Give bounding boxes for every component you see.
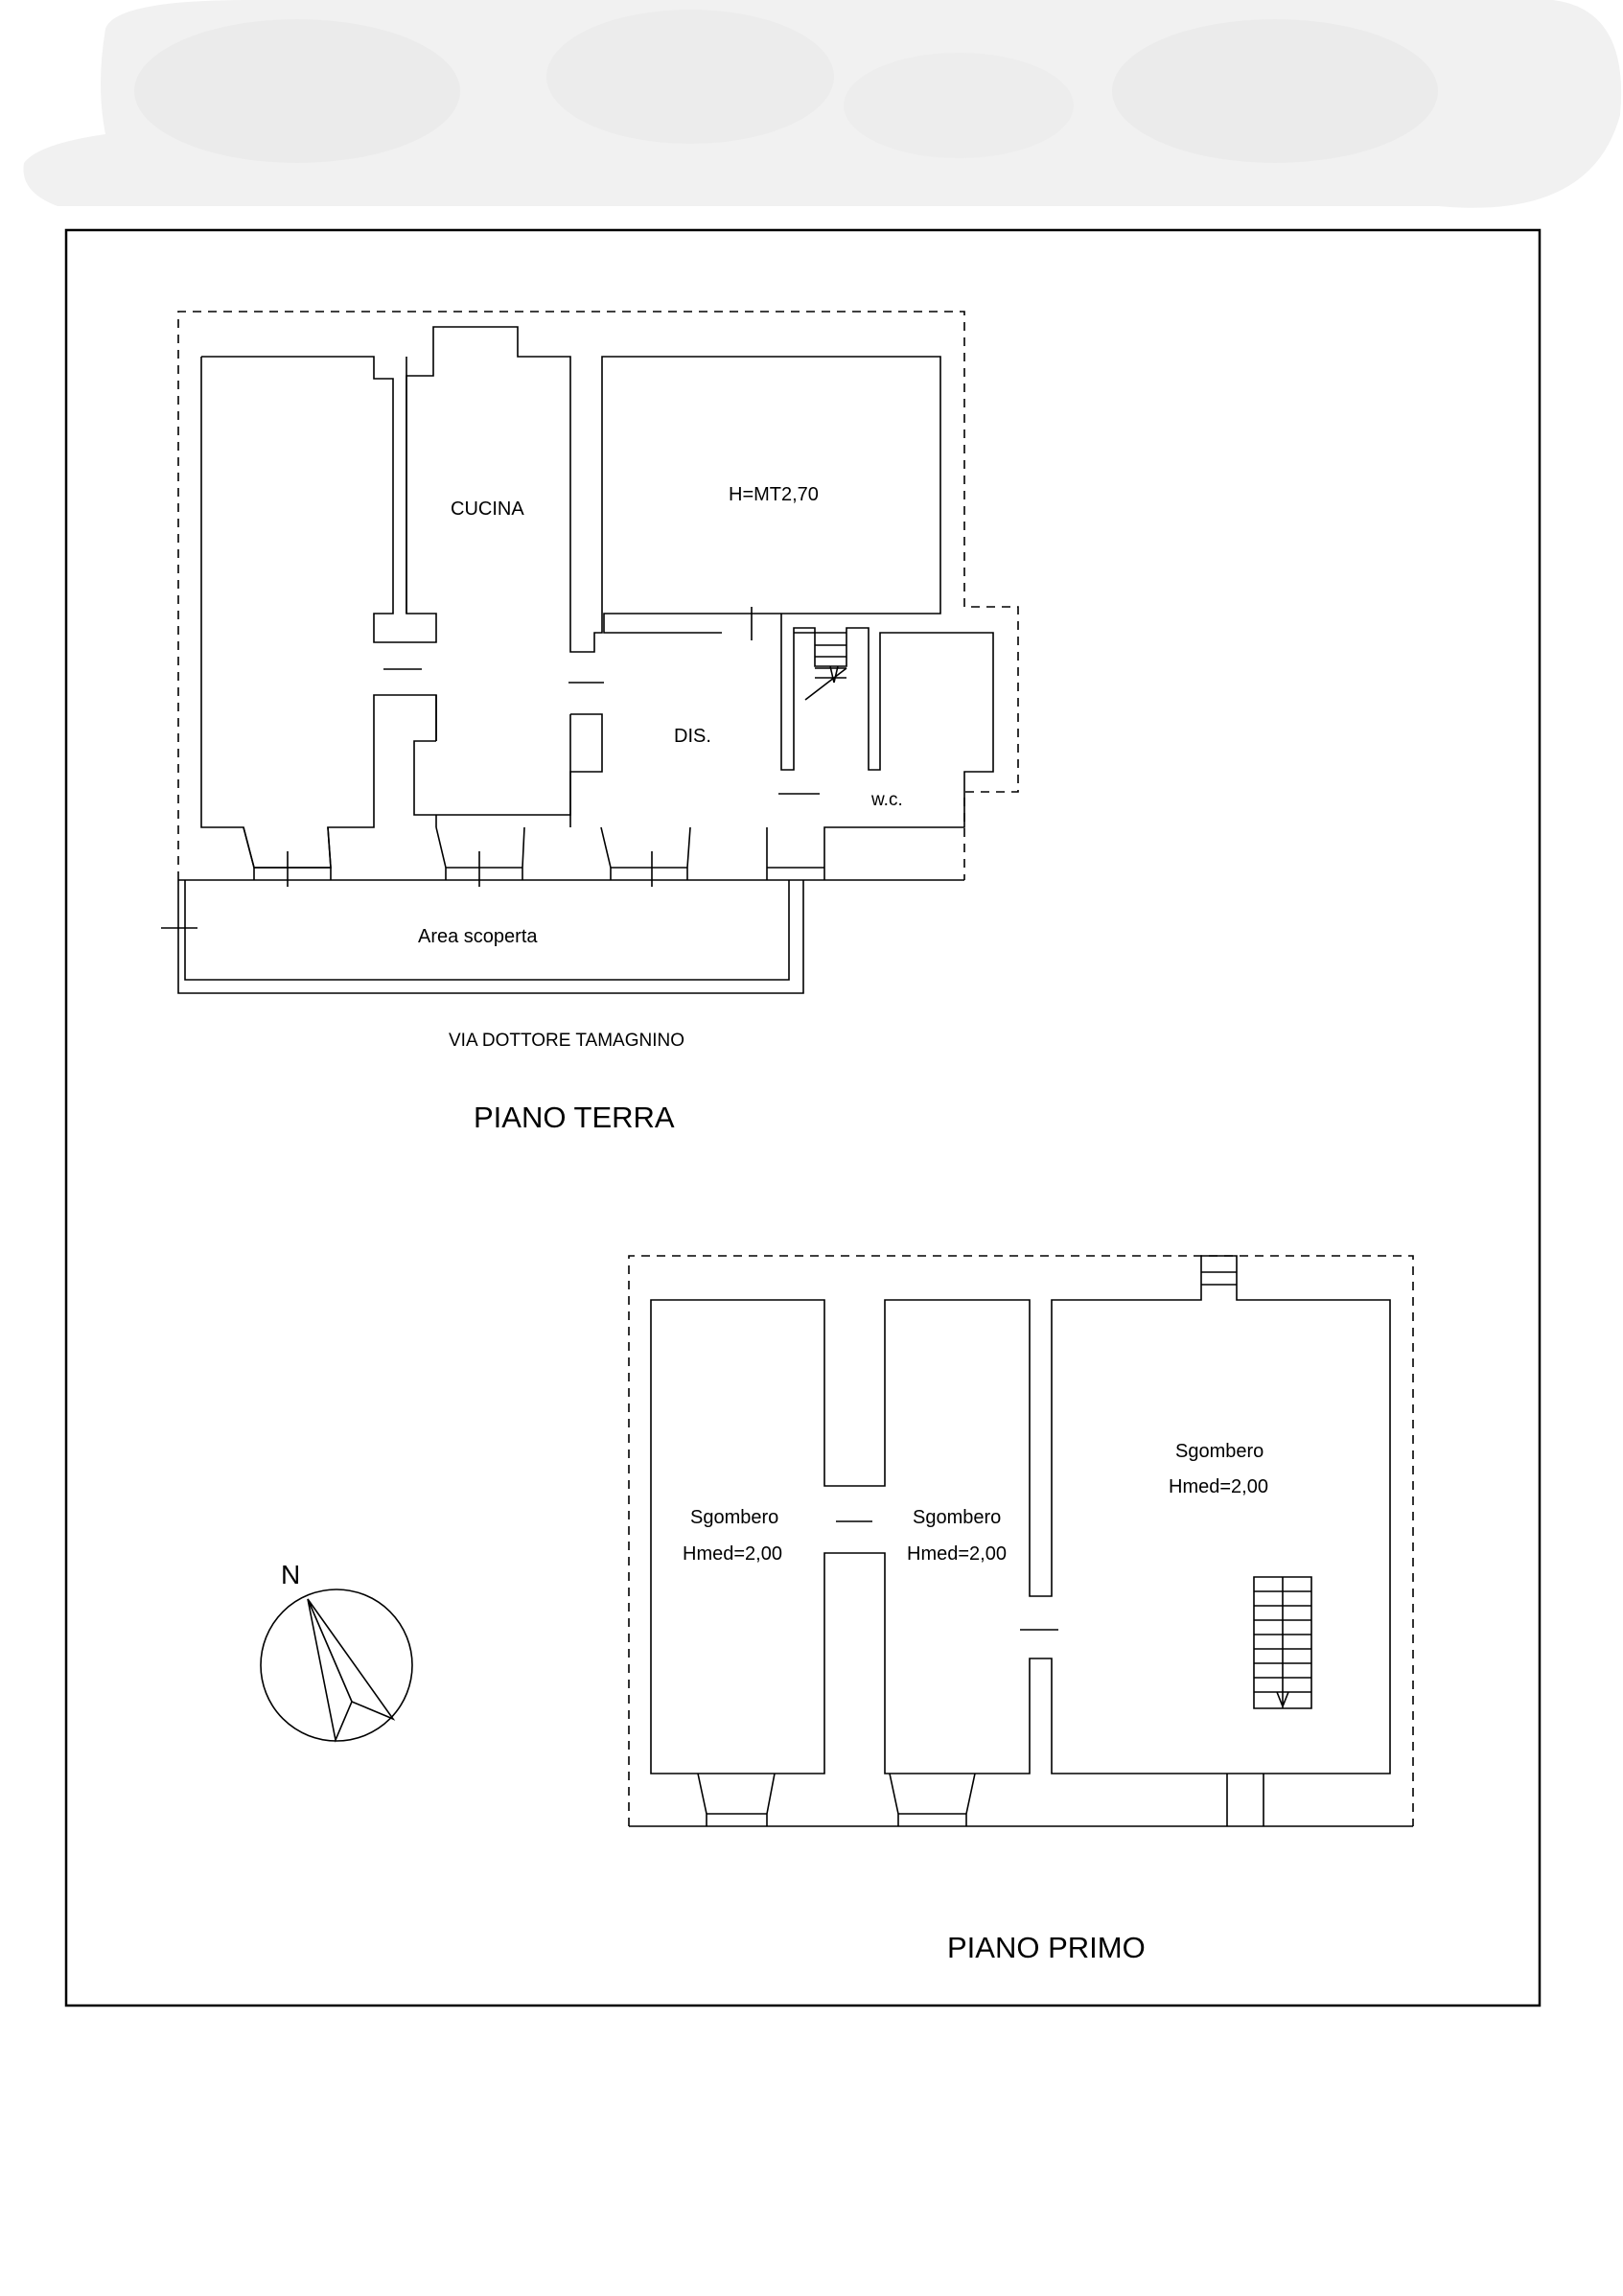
- compass-needle: [308, 1599, 393, 1740]
- first-room-2-height: Hmed=2,00: [907, 1543, 1007, 1565]
- first-property-boundary: [629, 1256, 1413, 1826]
- label-height-note: H=MT2,70: [729, 484, 819, 505]
- label-wc: w.c.: [871, 790, 903, 810]
- label-street: VIA DOTTORE TAMAGNINO: [449, 1031, 684, 1051]
- ground-windows: [178, 827, 964, 887]
- first-floor-labels: [683, 1441, 1268, 1964]
- ground-hallway-stairs: [781, 614, 993, 880]
- ground-floor-labels: [418, 484, 903, 1134]
- first-room-2-name: Sgombero: [913, 1507, 1002, 1528]
- first-room-1-height: Hmed=2,00: [683, 1543, 782, 1565]
- ground-floor-plan: [161, 312, 1018, 993]
- redacted-header: [23, 0, 1621, 208]
- first-stairs: [1254, 1577, 1311, 1708]
- ground-room-left: [201, 357, 436, 868]
- ground-floor-title: PIANO TERRA: [474, 1101, 675, 1134]
- ground-room-center: [414, 695, 570, 827]
- north-compass: [261, 1589, 412, 1741]
- label-outdoor-area: Area scoperta: [418, 926, 538, 947]
- ground-room-kitchen: [406, 327, 940, 827]
- first-door-marks: [836, 1521, 1058, 1630]
- first-floor-title: PIANO PRIMO: [947, 1931, 1146, 1964]
- first-room-3-height: Hmed=2,00: [1169, 1476, 1268, 1497]
- first-room-1-name: Sgombero: [690, 1507, 779, 1528]
- label-hallway: DIS.: [674, 726, 711, 747]
- compass-north-label: N: [281, 1560, 301, 1589]
- first-floor-plan: [629, 1256, 1413, 1826]
- label-kitchen: CUCINA: [451, 499, 524, 520]
- first-room-3-name: Sgombero: [1175, 1441, 1264, 1462]
